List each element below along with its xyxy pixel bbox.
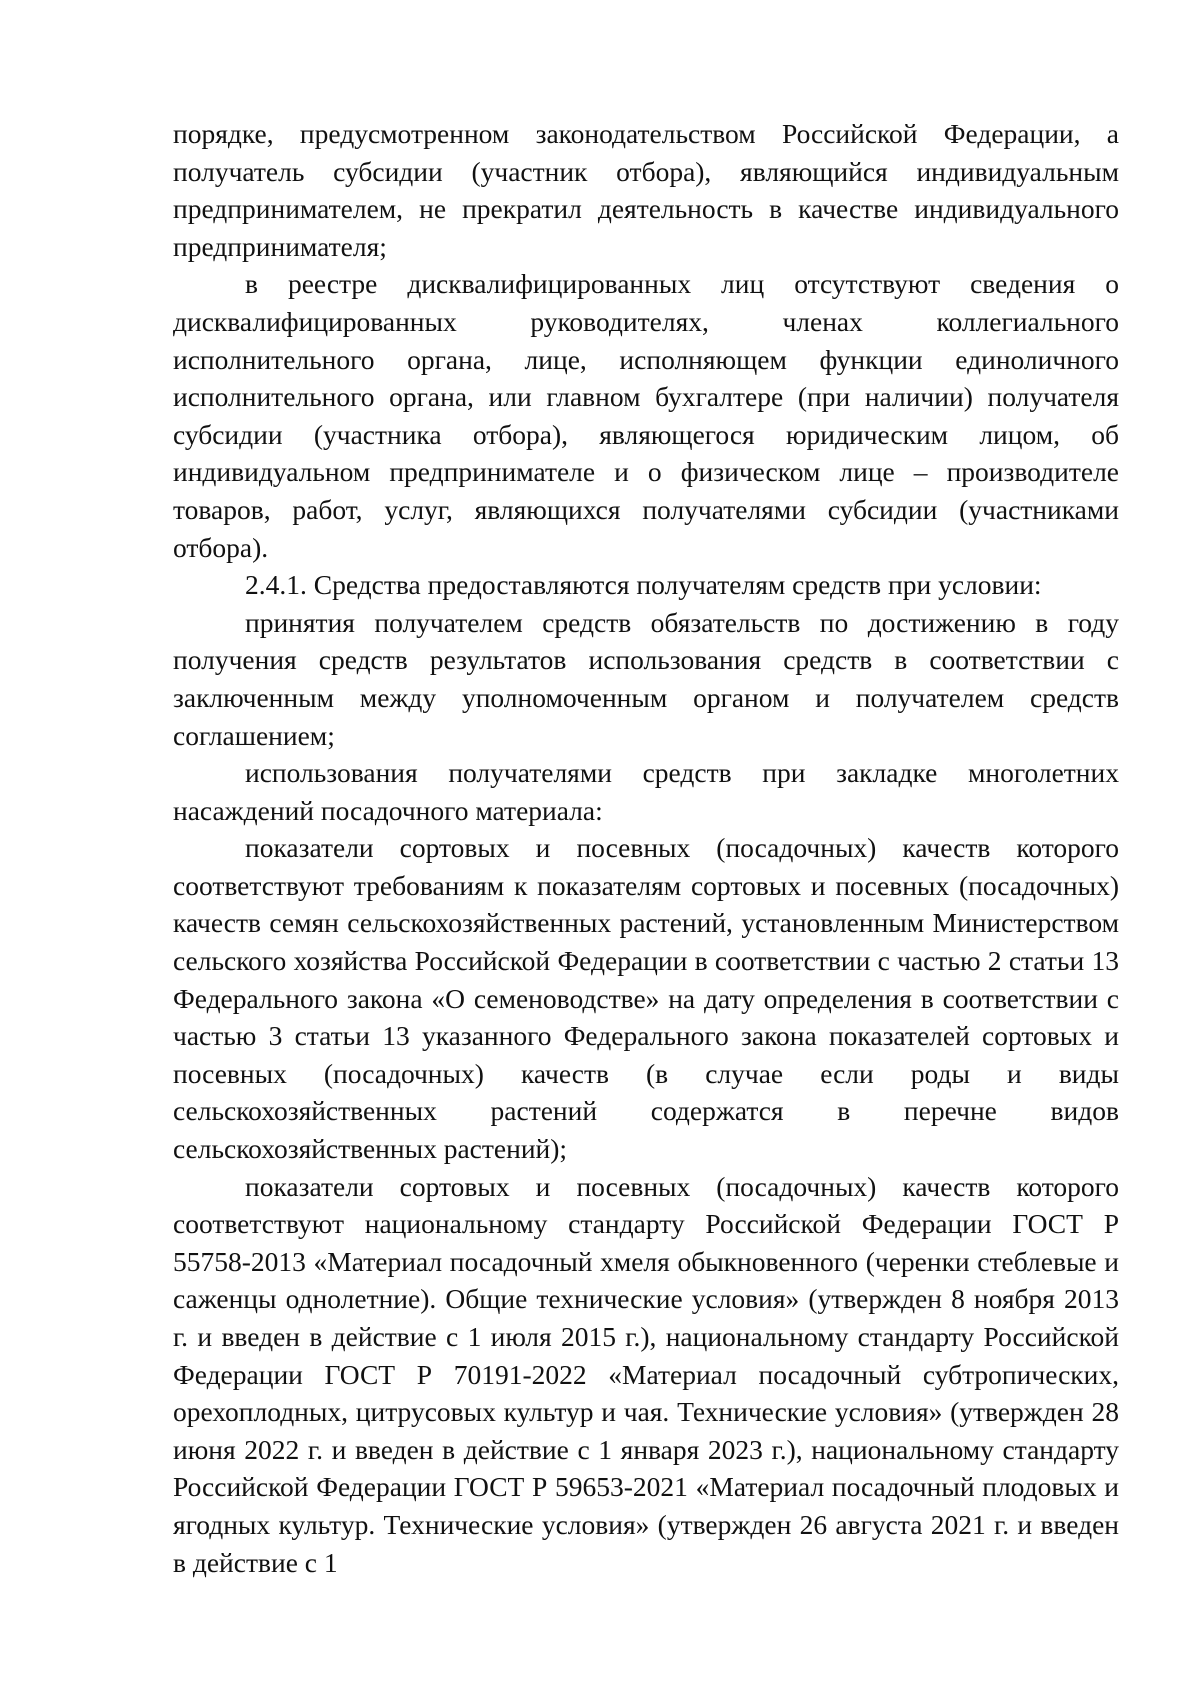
- paragraph-section-2-4-1: 2.4.1. Средства предоставляются получателям средств при условии:: [245, 569, 1042, 601]
- paragraph-continuation: порядке, предусмотренном законодательством Российской Федерации, а получатель субсидии (участник отбора), являющийся индивидуальным предпринимателем, не прекратил деятельность в качестве индивидуального предпринимателя;: [173, 118, 1119, 262]
- paragraph-planting-material: использования получателями средств при закладке многолетних насаждений посадочного материала:: [173, 757, 1119, 826]
- document-body: [173, 115, 1119, 1581]
- paragraph-national-standards: показатели сортовых и посевных (посадочных) качеств которого соответствуют национальному стандарту Российской Федерации ГОСТ Р 55758-2013 «Материал посадочный хмеля обыкновенного (черенки стеблевые и саженцы однолетние). Общие технические условия» (утвержден 8 ноября 2013 г. и введен в действие с 1 июля 2015 г.), национальному стандарту Российской Федерации ГОСТ Р 70191-2022 «Материал посадочный субтропических, орехоплодных, цитрусовых культур и чая. Технические условия» (утвержден 28 июня 2022 г. и введен в действие с 1 января 2023 г.), национальному стандарту Российской Федерации ГОСТ Р 59653-2021 «Материал посадочный плодовых и ягодных культур. Технические условия» (утвержден 26 августа 2021 г. и введен в действие с 1: [173, 1170, 1119, 1578]
- paragraph-seed-quality-requirements: показатели сортовых и посевных (посадочных) качеств которого соответствуют требованиям к показателям сортовых и посевных (посадочных) качеств семян сельскохозяйственных растений, установленным Министерством сельского хозяйства Российской Федерации в соответствии с частью 2 статьи 13 Федерального закона «О семеноводстве» на дату определения в соответствии с частью 3 статьи 13 указанного Федерального закона показателей сортовых и посевных (посадочных) качеств (в случае если роды и виды сельскохозяйственных растений содержатся в перечне видов сельскохозяйственных растений);: [173, 832, 1119, 1165]
- paragraph-disqualified-registry: в реестре дисквалифицированных лиц отсутствуют сведения о дисквалифицированных руководителях, членах коллегиального исполнительного органа, лице, исполняющем функции единоличного исполнительного органа, или главном бухгалтере (при наличии) получателя субсидии (участника отбора), являющегося юридическим лицом, об индивидуальном предпринимателе и о физическом лице – производителе товаров, работ, услуг, являющихся получателями субсидии (участниками отбора).: [173, 268, 1119, 563]
- paragraph-obligations: принятия получателем средств обязательств по достижению в году получения средств результатов использования средств в соответствии с заключенным между уполномоченным органом и получателем средств соглашением;: [173, 606, 1119, 751]
